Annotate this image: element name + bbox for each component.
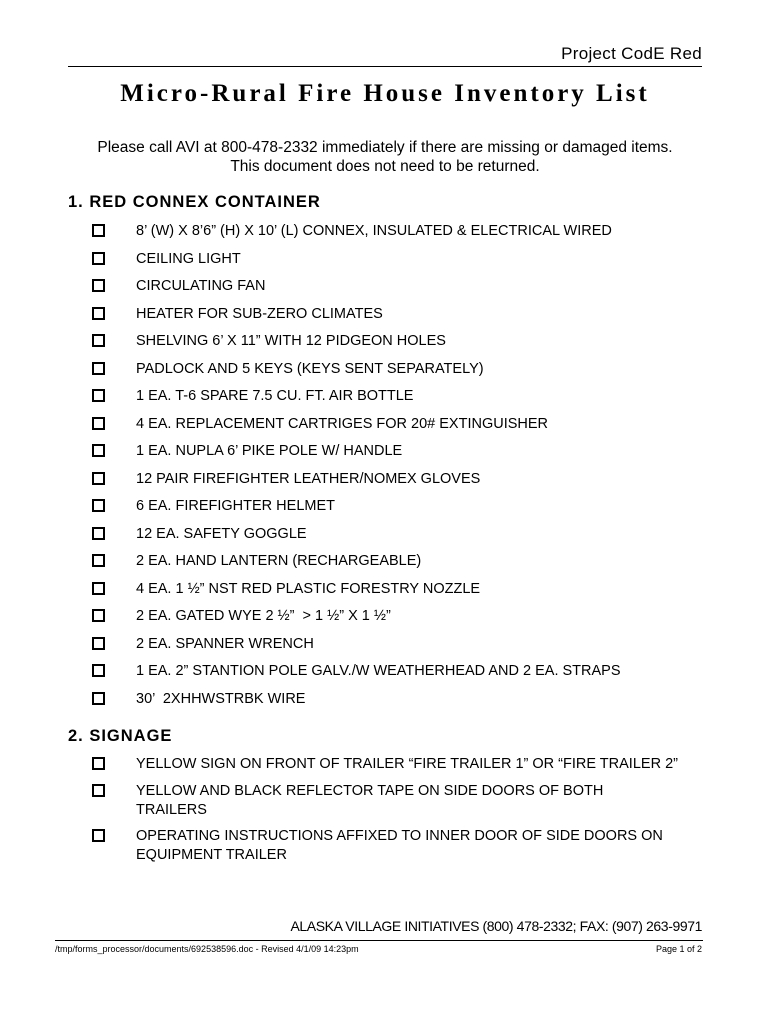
checkbox[interactable] [92,692,105,705]
checkbox[interactable] [92,499,105,512]
checkbox[interactable] [92,664,105,677]
item-label: HEATER FOR SUB-ZERO CLIMATES [136,305,383,322]
checklist-item [92,608,712,626]
checkbox[interactable] [92,757,105,770]
checklist-item [92,333,712,351]
item-label: 4 EA. 1 ½” NST RED PLASTIC FORESTRY NOZZLE [136,580,481,597]
checklist-item [92,663,712,681]
checklist-item [92,581,712,599]
checklist-item [92,691,712,709]
checklist-item [92,471,712,489]
checkbox[interactable] [92,444,105,457]
checkbox[interactable] [92,417,105,430]
checklist-item [92,251,712,269]
checklist-item [92,553,712,571]
item-label: YELLOW AND BLACK REFLECTOR TAPE ON SIDE DOORS OF BOTH TRAILERS [136,783,604,818]
item-label: 1 EA. NUPLA 6’ PIKE POLE W/ HANDLE [136,443,403,459]
item-label: CEILING LIGHT [136,250,241,267]
checkbox[interactable] [92,279,105,292]
item-label: SHELVING 6’ X 11” WITH 12 PIDGEON HOLES [136,333,446,349]
checkbox[interactable] [92,582,105,595]
item-label: 1 EA. 2” STANTION POLE GALV./W WEATHERHEAD AND 2 EA. STRAPS [136,663,621,679]
item-label: 2 EA. HAND LANTERN (RECHARGEABLE) [136,553,422,569]
item-label: 2 EA. SPANNER WRENCH [136,635,314,652]
checklist-item [92,443,712,461]
checkbox[interactable] [92,252,105,265]
item-label: 6 EA. FIREFIGHTER HELMET [136,498,335,514]
checklist-item [92,828,712,865]
intro-line-1: Please call AVI at 800-478-2332 immediately if there are missing or damaged items. [97,139,673,156]
checkbox[interactable] [92,784,105,797]
checklist-item [92,756,712,774]
item-label: PADLOCK AND 5 KEYS (KEYS SENT SEPARATELY) [136,360,484,377]
checkbox[interactable] [92,362,105,375]
footer-page-number: Page 1 of 2 [655,944,702,954]
checklist-item [92,361,712,379]
document-title: Micro-Rural Fire House Inventory List [120,80,650,107]
checkbox[interactable] [92,554,105,567]
checklist-item [92,223,712,241]
section-heading-connex: 1. RED CONNEX CONTAINER [68,193,321,211]
checkbox[interactable] [92,527,105,540]
item-label: 12 EA. SAFETY GOGGLE [136,525,307,542]
checklist-item [92,783,712,820]
checkbox[interactable] [92,637,105,650]
checkbox[interactable] [92,472,105,485]
item-label: CIRCULATING FAN [136,278,266,294]
project-header [68,44,702,67]
checkbox[interactable] [92,609,105,622]
item-label: 12 PAIR FIREFIGHTER LEATHER/NOMEX GLOVES [136,470,481,487]
footer-contact: ALASKA VILLAGE INITIATIVES (800) 478-2332; FAX: (907) 263-9971 [290,918,702,934]
checklist-item [92,526,712,544]
intro-line-2: This document does not need to be returned. [230,158,540,175]
item-label: 4 EA. REPLACEMENT CARTRIGES FOR 20# EXTINGUISHER [136,415,549,432]
intro-text [0,138,770,176]
checkbox[interactable] [92,829,105,842]
checkbox[interactable] [92,389,105,402]
checklist-item [92,306,712,324]
checklist-item [92,278,712,296]
item-label: OPERATING INSTRUCTIONS AFFIXED TO INNER DOOR OF SIDE DOORS ON EQUIPMENT TRAILER [136,828,663,863]
checklist-item [92,416,712,434]
project-label: Project CodE Red [561,44,702,63]
item-label: 30’ 2XHHWSTRBK WIRE [136,690,306,707]
checklist-item [92,498,712,516]
checkbox[interactable] [92,307,105,320]
footer-divider [55,940,703,941]
item-label: YELLOW SIGN ON FRONT OF TRAILER “FIRE TRAILER 1” OR “FIRE TRAILER 2” [136,756,678,772]
footer-file-path: /tmp/forms_processor/documents/692538596.doc - Revised 4/1/09 14:23pm [55,944,359,954]
checkbox[interactable] [92,224,105,237]
checklist-item [92,636,712,654]
checkbox[interactable] [92,334,105,347]
item-label: 1 EA. T-6 SPARE 7.5 CU. FT. AIR BOTTLE [136,388,414,404]
item-label: 2 EA. GATED WYE 2 ½” > 1 ½” X 1 ½” [136,608,391,624]
item-label: 8’ (W) X 8’6” (H) X 10’ (L) CONNEX, INSULATED & ELECTRICAL WIRED [136,223,612,239]
section-heading-signage: 2. SIGNAGE [68,727,173,745]
checklist-item [92,388,712,406]
